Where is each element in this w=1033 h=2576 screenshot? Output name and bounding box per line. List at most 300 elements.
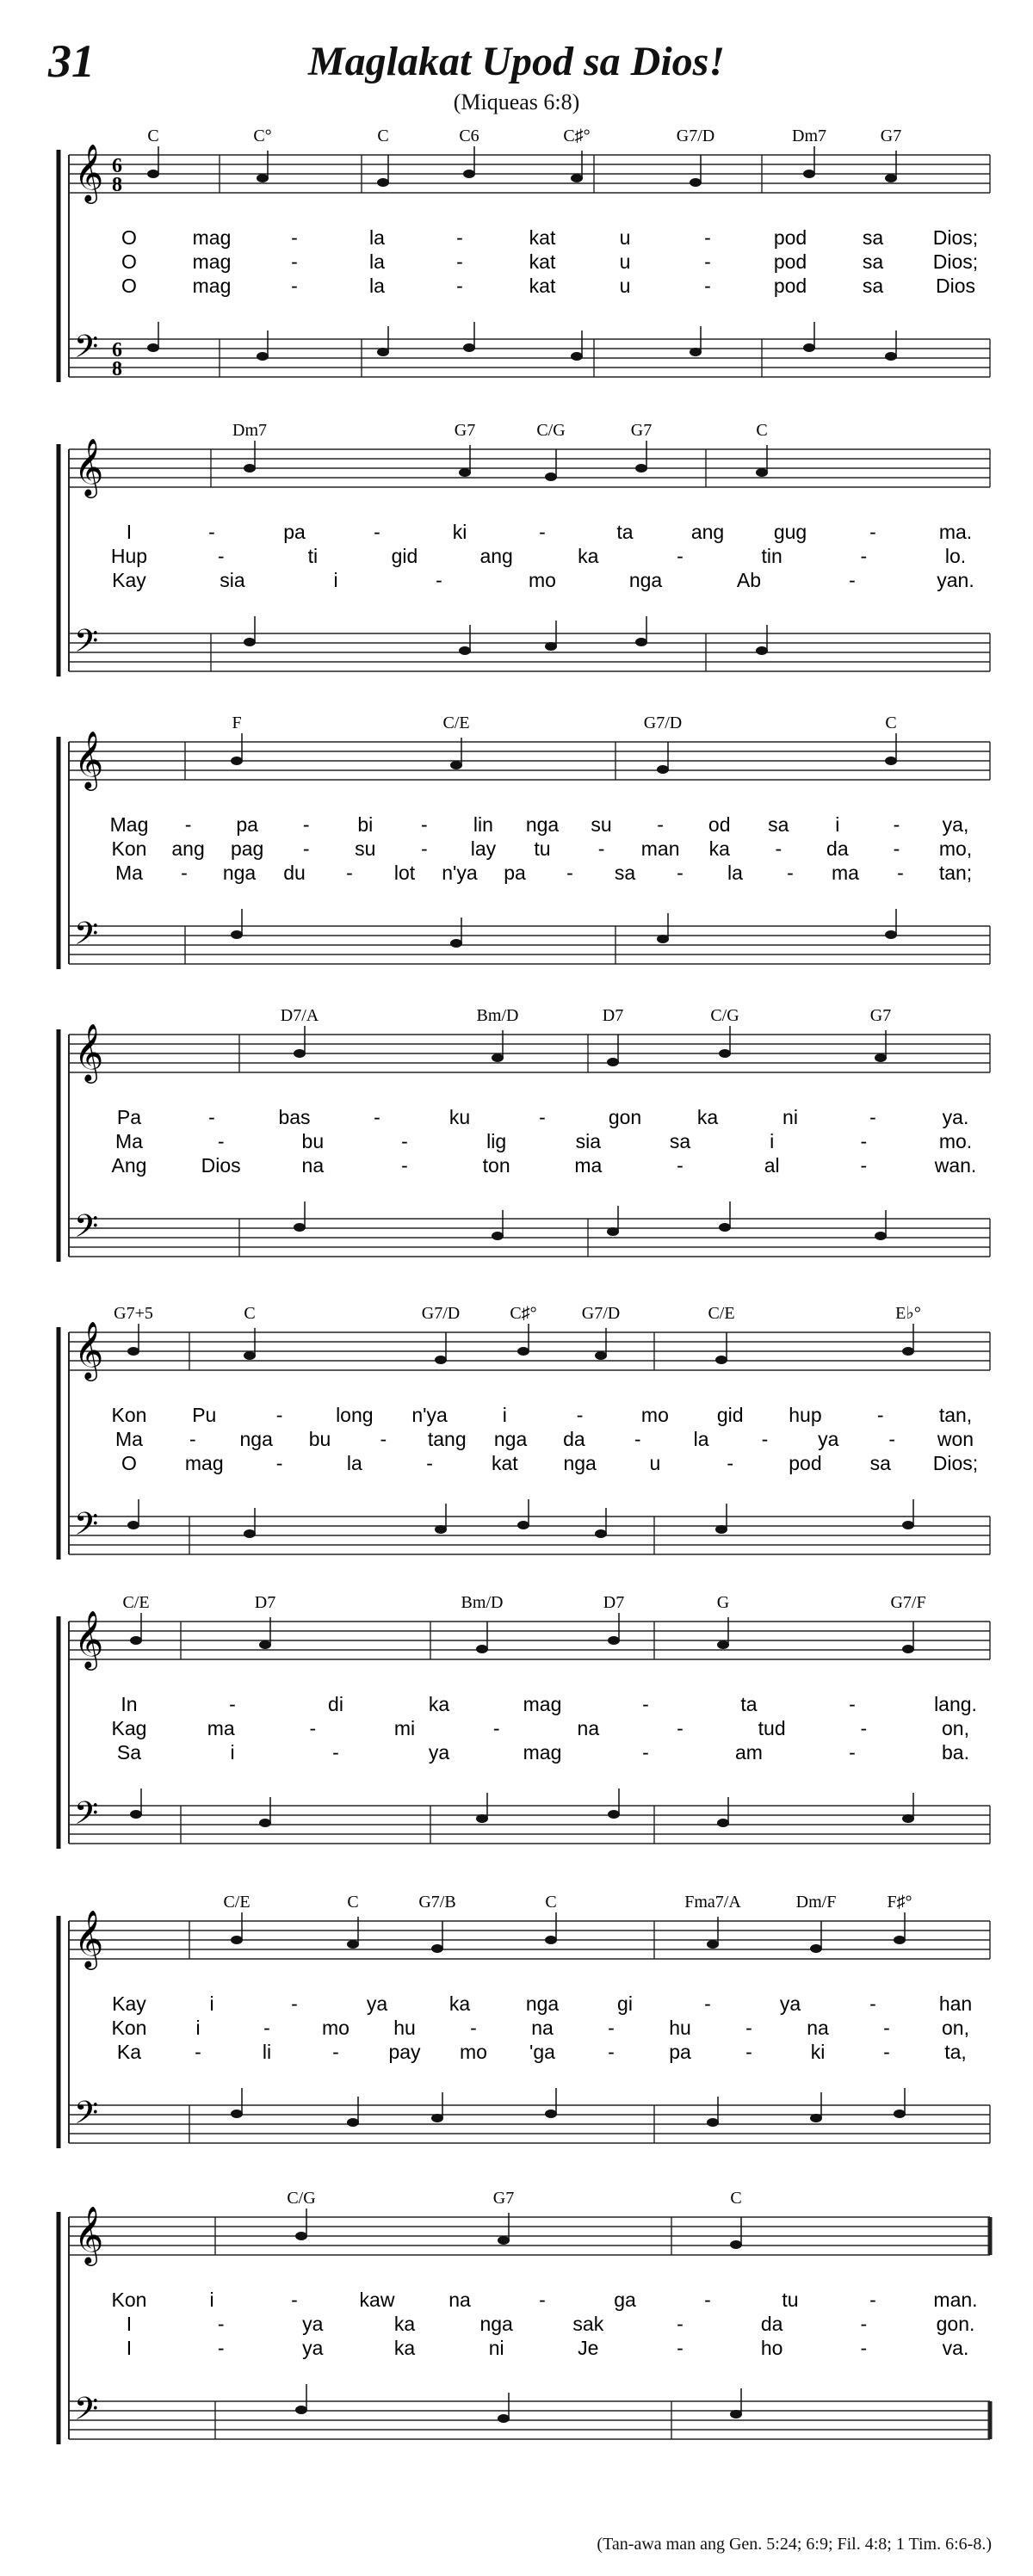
lyric-syllable: pa	[236, 813, 258, 836]
lyric-syllable: -	[634, 1428, 641, 1450]
chord-symbol: Bm/D	[461, 1593, 504, 1612]
lyric-syllable: ya	[302, 2337, 324, 2359]
note-head	[244, 464, 256, 473]
lyric-syllable: -	[217, 1130, 225, 1152]
lyric-syllable: -	[217, 2337, 225, 2359]
lyric-syllable: mag	[192, 250, 232, 273]
lyric-syllable: ka	[393, 2337, 416, 2359]
lyric-syllable: sa	[862, 226, 884, 249]
chord-symbol: C	[377, 127, 389, 145]
note-head	[459, 468, 471, 477]
music-system	[59, 1304, 990, 1560]
lyric-syllable: kat	[492, 1452, 518, 1474]
note-head	[431, 1944, 443, 1953]
bass-clef: 𝄢	[74, 329, 99, 373]
lyric-syllable: -	[642, 1741, 649, 1764]
lyric-syllable: tan,	[938, 1404, 973, 1426]
lyric-syllable: na	[531, 2017, 554, 2039]
note-head	[377, 348, 389, 356]
bass-clef: 𝄢	[74, 1208, 99, 1252]
treble-clef: 𝄞	[74, 1609, 104, 1668]
lyric-syllable: -	[539, 2289, 546, 2311]
lyric-syllable: n'ya	[442, 862, 478, 884]
lyric-syllable: lay	[470, 837, 497, 860]
note-head	[459, 646, 471, 655]
lyric-syllable: sa	[669, 1130, 691, 1152]
lyric-syllable: -	[436, 569, 442, 591]
lyric-syllable: na	[448, 2289, 471, 2311]
note-head	[257, 352, 269, 361]
lyric-syllable: Ma	[115, 862, 143, 884]
lyric-syllable: sia	[575, 1130, 602, 1152]
lyric-syllable: kat	[529, 275, 556, 297]
lyric-syllable: -	[860, 1154, 868, 1177]
lyric-syllable: kaw	[359, 2289, 395, 2311]
chord-symbol: C/G	[710, 1006, 739, 1025]
lyric-syllable: -	[860, 545, 868, 567]
lyric-syllable: tang	[427, 1428, 467, 1450]
lyric-syllable: ti	[307, 545, 319, 567]
note-head	[130, 1636, 142, 1645]
lyric-syllable: ni	[488, 2337, 504, 2359]
lyric-syllable: ya	[818, 1428, 839, 1450]
lyric-syllable: i	[209, 2289, 214, 2311]
lyric-syllable: -	[860, 1717, 868, 1739]
note-head	[756, 468, 768, 477]
lyric-syllable: i	[770, 1130, 775, 1152]
lyric-syllable: -	[745, 2017, 752, 2039]
chord-symbol: C6	[459, 127, 479, 145]
lyric-syllable: ki	[452, 521, 467, 543]
lyric-syllable: -	[566, 862, 573, 884]
lyric-syllable: mag	[523, 1741, 562, 1764]
note-head	[607, 1227, 619, 1236]
lyric-syllable: nga	[493, 1428, 528, 1450]
lyric-syllable: tin	[761, 545, 782, 567]
lyric-syllable: gon	[608, 1106, 642, 1128]
lyric-syllable: -	[893, 813, 900, 836]
chord-symbol: G	[716, 1593, 730, 1612]
note-head	[244, 1351, 256, 1360]
treble-clef: 𝄞	[74, 1320, 104, 1379]
note-head	[571, 352, 583, 361]
lyric-syllable: -	[421, 837, 428, 860]
lyric-syllable: Dios	[201, 1154, 241, 1177]
lyric-syllable: on,	[942, 1717, 969, 1739]
lyric-syllable: du	[283, 862, 306, 884]
lyric-syllable: -	[291, 1992, 298, 2015]
chord-symbol: D7	[254, 1593, 276, 1612]
note-head	[127, 1521, 139, 1529]
time-signature-top: 6	[112, 155, 122, 177]
lyric-syllable: -	[677, 1154, 684, 1177]
note-head	[545, 642, 557, 651]
lyric-syllable: ta	[740, 1693, 758, 1715]
chord-symbol: C♯°	[510, 1304, 537, 1323]
chord-symbol: D7	[602, 1006, 624, 1025]
bass-clef: 𝄢	[74, 1795, 99, 1839]
chord-symbol: Dm7	[792, 127, 826, 145]
chord-symbol: C	[756, 421, 768, 440]
chord-symbol: G7	[880, 127, 902, 145]
lyric-syllable: -	[421, 813, 428, 836]
lyric-syllable: 'ga	[529, 2041, 555, 2063]
lyric-syllable: ang	[690, 521, 725, 543]
lyric-syllable: O	[121, 250, 137, 273]
note-head	[717, 1640, 729, 1649]
lyric-syllable: -	[608, 2017, 615, 2039]
note-head	[608, 1810, 620, 1819]
lyric-syllable: pa	[283, 521, 306, 543]
lyric-syllable: ka	[696, 1106, 719, 1128]
lyric-syllable: am	[735, 1741, 763, 1764]
lyric-syllable: mag	[192, 275, 232, 297]
lyric-syllable: mo.	[938, 1130, 973, 1152]
lyric-syllable: Dios;	[932, 250, 979, 273]
lyric-syllable: Kay	[112, 569, 146, 591]
lyric-syllable: -	[888, 1428, 895, 1450]
note-head	[885, 174, 897, 182]
time-signature-bottom: 8	[112, 358, 122, 380]
lyric-syllable: ka	[708, 837, 730, 860]
lyric-syllable: mag	[184, 1452, 224, 1474]
bass-clef: 𝄢	[74, 2095, 99, 2139]
lyric-syllable: tu	[782, 2289, 799, 2311]
note-head	[257, 174, 269, 182]
lyric-syllable: man	[640, 837, 680, 860]
lyric-syllable: han	[938, 1992, 973, 2015]
lyric-syllable: -	[897, 862, 904, 884]
lyric-syllable: sa	[869, 1452, 891, 1474]
note-head	[244, 1529, 256, 1538]
lyric-syllable: -	[849, 569, 856, 591]
chord-symbol: F	[232, 713, 242, 732]
lyric-syllable: Pu	[192, 1404, 217, 1426]
chord-symbol: G7/D	[581, 1304, 621, 1323]
lyric-syllable: -	[775, 837, 782, 860]
lyric-syllable: -	[291, 275, 298, 297]
lyric-syllable: la	[369, 226, 385, 249]
note-head	[730, 2410, 742, 2418]
note-head	[902, 1347, 914, 1356]
lyric-syllable: la	[369, 275, 385, 297]
lyric-syllable: sak	[572, 2313, 604, 2335]
lyric-syllable: bu	[301, 1130, 325, 1152]
lyric-syllable: -	[677, 862, 684, 884]
lyric-syllable: ka	[578, 545, 599, 567]
note-head	[545, 1936, 557, 1944]
lyric-syllable: -	[470, 2017, 477, 2039]
lyric-syllable: pag	[230, 837, 264, 860]
lyric-syllable: bu	[308, 1428, 331, 1450]
treble-clef: 𝄞	[74, 437, 104, 496]
lyric-syllable: -	[346, 862, 353, 884]
lyric-syllable: on,	[942, 2017, 969, 2039]
lyric-syllable: pod	[773, 275, 807, 297]
lyric-syllable: -	[492, 1717, 500, 1739]
lyric-syllable: Dios	[935, 275, 976, 297]
bass-clef: 𝄢	[74, 1506, 99, 1550]
lyric-syllable: -	[869, 2289, 876, 2311]
chord-symbol: F♯°	[887, 1893, 912, 1912]
lyric-syllable: -	[181, 862, 188, 884]
note-head	[147, 343, 159, 352]
note-head	[294, 1223, 306, 1232]
chord-symbol: G7/B	[418, 1893, 456, 1912]
lyric-syllable: -	[275, 1404, 283, 1426]
lyric-syllable: Mag	[109, 813, 149, 836]
lyric-syllable: -	[217, 545, 225, 567]
note-head	[450, 939, 462, 948]
lyric-syllable: nga	[222, 862, 257, 884]
bass-clef: 𝄢	[74, 623, 99, 667]
lyric-syllable: -	[539, 1106, 546, 1128]
lyric-syllable: I	[126, 2313, 133, 2335]
chord-symbol: G7	[454, 421, 476, 440]
lyric-syllable: hu	[393, 2017, 416, 2039]
lyric-syllable: i	[209, 1992, 214, 2015]
note-head	[492, 1053, 504, 1062]
note-head	[719, 1223, 731, 1232]
lyric-syllable: na	[301, 1154, 325, 1177]
lyric-syllable: nga	[563, 1452, 597, 1474]
lyric-syllable: la	[727, 862, 743, 884]
lyric-syllable: u	[619, 275, 631, 297]
lyric-syllable: lig	[486, 1130, 507, 1152]
lyric-syllable: li	[262, 2041, 272, 2063]
lyric-syllable: mo,	[938, 837, 973, 860]
note-head	[463, 170, 475, 178]
note-head	[810, 2114, 822, 2122]
lyric-syllable: da	[760, 2313, 783, 2335]
lyric-syllable: -	[309, 1717, 317, 1739]
chord-symbol: Dm/F	[795, 1893, 837, 1912]
lyric-syllable: ka	[428, 1693, 450, 1715]
lyric-syllable: mi	[393, 1717, 416, 1739]
lyric-syllable: sia	[220, 569, 245, 591]
lyric-syllable: gi	[617, 1992, 633, 2015]
lyric-syllable: ma.	[938, 521, 973, 543]
treble-clef: 𝄞	[74, 730, 104, 788]
lyric-syllable: i	[333, 569, 338, 591]
lyric-syllable: long	[336, 1404, 374, 1426]
lyric-syllable: Kon	[111, 2017, 147, 2039]
lyric-syllable: -	[189, 1428, 196, 1450]
lyric-syllable: i	[502, 1404, 507, 1426]
note-head	[435, 1356, 447, 1364]
lyric-syllable: lang.	[934, 1693, 977, 1715]
chord-symbol: E♭°	[895, 1304, 921, 1323]
note-head	[147, 170, 159, 178]
music-system	[59, 1893, 990, 2148]
lyric-syllable: -	[704, 275, 711, 297]
lyric-syllable: -	[704, 226, 711, 249]
lyric-syllable: ta	[616, 521, 634, 543]
lyric-syllable: -	[677, 2337, 684, 2359]
lyric-syllable: sa	[768, 813, 789, 836]
lyric-syllable: su	[591, 813, 612, 836]
lyric-syllable: ka	[448, 1992, 471, 2015]
note-head	[715, 1525, 727, 1534]
lyric-syllable: -	[849, 1693, 856, 1715]
note-head	[347, 1940, 359, 1949]
lyric-syllable: yan.	[937, 569, 974, 591]
note-head	[463, 343, 475, 352]
lyric-syllable: -	[401, 1154, 408, 1177]
chord-symbol: C/G	[287, 2189, 316, 2208]
lyric-syllable: ma	[207, 1717, 235, 1739]
note-head	[885, 930, 897, 939]
lyric-syllable: -	[860, 1130, 868, 1152]
note-head	[231, 930, 243, 939]
lyric-syllable: pod	[773, 226, 807, 249]
lyric-syllable: ya	[779, 1992, 801, 2015]
lyric-syllable: i	[230, 1741, 235, 1764]
lyric-syllable: da	[826, 837, 849, 860]
lyric-syllable: i	[835, 813, 840, 836]
lyric-syllable: Kay	[112, 1992, 146, 2015]
note-head	[715, 1356, 727, 1364]
note-head	[231, 757, 243, 765]
note-head	[690, 178, 702, 187]
lyric-syllable: ku	[448, 1106, 471, 1128]
note-head	[244, 638, 256, 646]
lyric-syllable: hu	[669, 2017, 691, 2039]
lyric-syllable: -	[217, 2313, 225, 2335]
lyric-syllable: -	[860, 2337, 868, 2359]
note-head	[902, 1814, 914, 1823]
lyric-syllable: -	[291, 226, 298, 249]
lyric-syllable: nga	[525, 813, 560, 836]
lyric-syllable: mo	[640, 1404, 669, 1426]
lyric-syllable: u	[619, 226, 631, 249]
lyric-syllable: -	[426, 1452, 433, 1474]
note-head	[707, 1940, 719, 1949]
lyric-syllable: O	[121, 226, 137, 249]
chord-symbol: Fma7/A	[684, 1893, 741, 1912]
chord-symbol: D7/A	[280, 1006, 319, 1025]
lyric-syllable: -	[869, 1106, 876, 1128]
lyric-syllable: u	[649, 1452, 661, 1474]
lyric-syllable: -	[860, 2313, 868, 2335]
lyric-syllable: -	[208, 521, 215, 543]
lyric-syllable: -	[263, 2017, 270, 2039]
note-head	[295, 2232, 307, 2240]
lyric-syllable: -	[869, 1992, 876, 2015]
chord-symbol: C°	[253, 127, 272, 145]
lyric-syllable: -	[302, 813, 310, 836]
lyric-syllable: Kon	[111, 2289, 147, 2311]
lyric-syllable: di	[328, 1693, 343, 1715]
lyric-syllable: Ab	[736, 569, 762, 591]
note-head	[875, 1232, 887, 1240]
lyric-syllable: -	[869, 521, 876, 543]
lyric-syllable: -	[597, 837, 605, 860]
lyric-syllable: tu	[534, 837, 551, 860]
lyric-syllable: -	[229, 1693, 236, 1715]
time-signature-top: 6	[112, 339, 122, 361]
time-signature-bottom: 8	[112, 174, 122, 196]
music-system	[59, 127, 990, 382]
lyric-syllable: tud	[758, 1717, 786, 1739]
lyric-syllable: pa	[669, 2041, 691, 2063]
lyric-syllable: gid	[716, 1404, 744, 1426]
treble-clef: 𝄞	[74, 2205, 104, 2264]
note-head	[707, 2118, 719, 2127]
lyric-syllable: Ka	[116, 2041, 142, 2063]
chord-symbol: C	[885, 713, 897, 732]
lyric-syllable: -	[195, 2041, 201, 2063]
lyric-syllable: -	[374, 521, 380, 543]
note-head	[635, 638, 647, 646]
note-head	[894, 1936, 906, 1944]
note-head	[498, 2236, 510, 2245]
lyric-syllable: Dios;	[932, 226, 979, 249]
lyric-syllable: ya	[366, 1992, 388, 2015]
lyric-syllable: i	[195, 2017, 201, 2039]
note-head	[657, 935, 669, 943]
lyric-syllable: nga	[239, 1428, 273, 1450]
chord-symbol: C	[545, 1893, 557, 1912]
lyric-syllable: la	[346, 1452, 362, 1474]
lyric-syllable: Ma	[115, 1130, 143, 1152]
lyric-syllable: Ang	[111, 1154, 147, 1177]
lyric-syllable: -	[275, 1452, 283, 1474]
chord-symbol: C/E	[223, 1893, 251, 1912]
lyric-syllable: ba.	[942, 1741, 969, 1764]
treble-clef: 𝄞	[74, 143, 104, 201]
lyric-syllable: -	[677, 1717, 684, 1739]
lyric-syllable: -	[332, 1741, 339, 1764]
chord-symbol: C♯°	[563, 127, 591, 145]
lyric-syllable: ya,	[942, 813, 969, 836]
note-head	[756, 646, 768, 655]
note-head	[545, 473, 557, 481]
lyric-syllable: nga	[628, 569, 663, 591]
lyric-syllable: ga	[614, 2289, 636, 2311]
lyric-syllable: sa	[862, 250, 884, 273]
note-head	[607, 1058, 619, 1066]
lyric-syllable: -	[893, 837, 900, 860]
note-head	[517, 1347, 529, 1356]
lyric-syllable: ho	[760, 2337, 783, 2359]
chord-symbol: G7	[630, 421, 653, 440]
note-head	[498, 2414, 510, 2423]
lyric-syllable: -	[876, 1404, 884, 1426]
lyric-syllable: od	[708, 813, 731, 836]
chord-symbol: C/G	[536, 421, 566, 440]
lyric-syllable: mag	[192, 226, 232, 249]
note-head	[435, 1525, 447, 1534]
lyric-syllable: mo	[460, 2041, 487, 2063]
lyric-syllable: O	[121, 275, 137, 297]
lyric-syllable: gon.	[936, 2313, 975, 2335]
lyric-syllable: sa	[862, 275, 884, 297]
lyric-syllable: O	[121, 1452, 137, 1474]
chord-symbol: G7/D	[421, 1304, 461, 1323]
lyric-syllable: la	[693, 1428, 709, 1450]
lyric-syllable: -	[332, 2041, 339, 2063]
lyric-syllable: na	[577, 1717, 600, 1739]
lyric-syllable: -	[657, 813, 664, 836]
note-head	[875, 1053, 887, 1062]
chord-symbol: G7	[869, 1006, 892, 1025]
lyric-syllable: Sa	[116, 1741, 142, 1764]
lyric-syllable: lin	[473, 813, 493, 836]
lyric-syllable: -	[374, 1106, 380, 1128]
cross-references: (Tan-awa man ang Gen. 5:24; 6:9; Fil. 4:8; 1 Tim. 6:6-8.)	[597, 2535, 992, 2554]
lyric-syllable: ni	[782, 1106, 798, 1128]
